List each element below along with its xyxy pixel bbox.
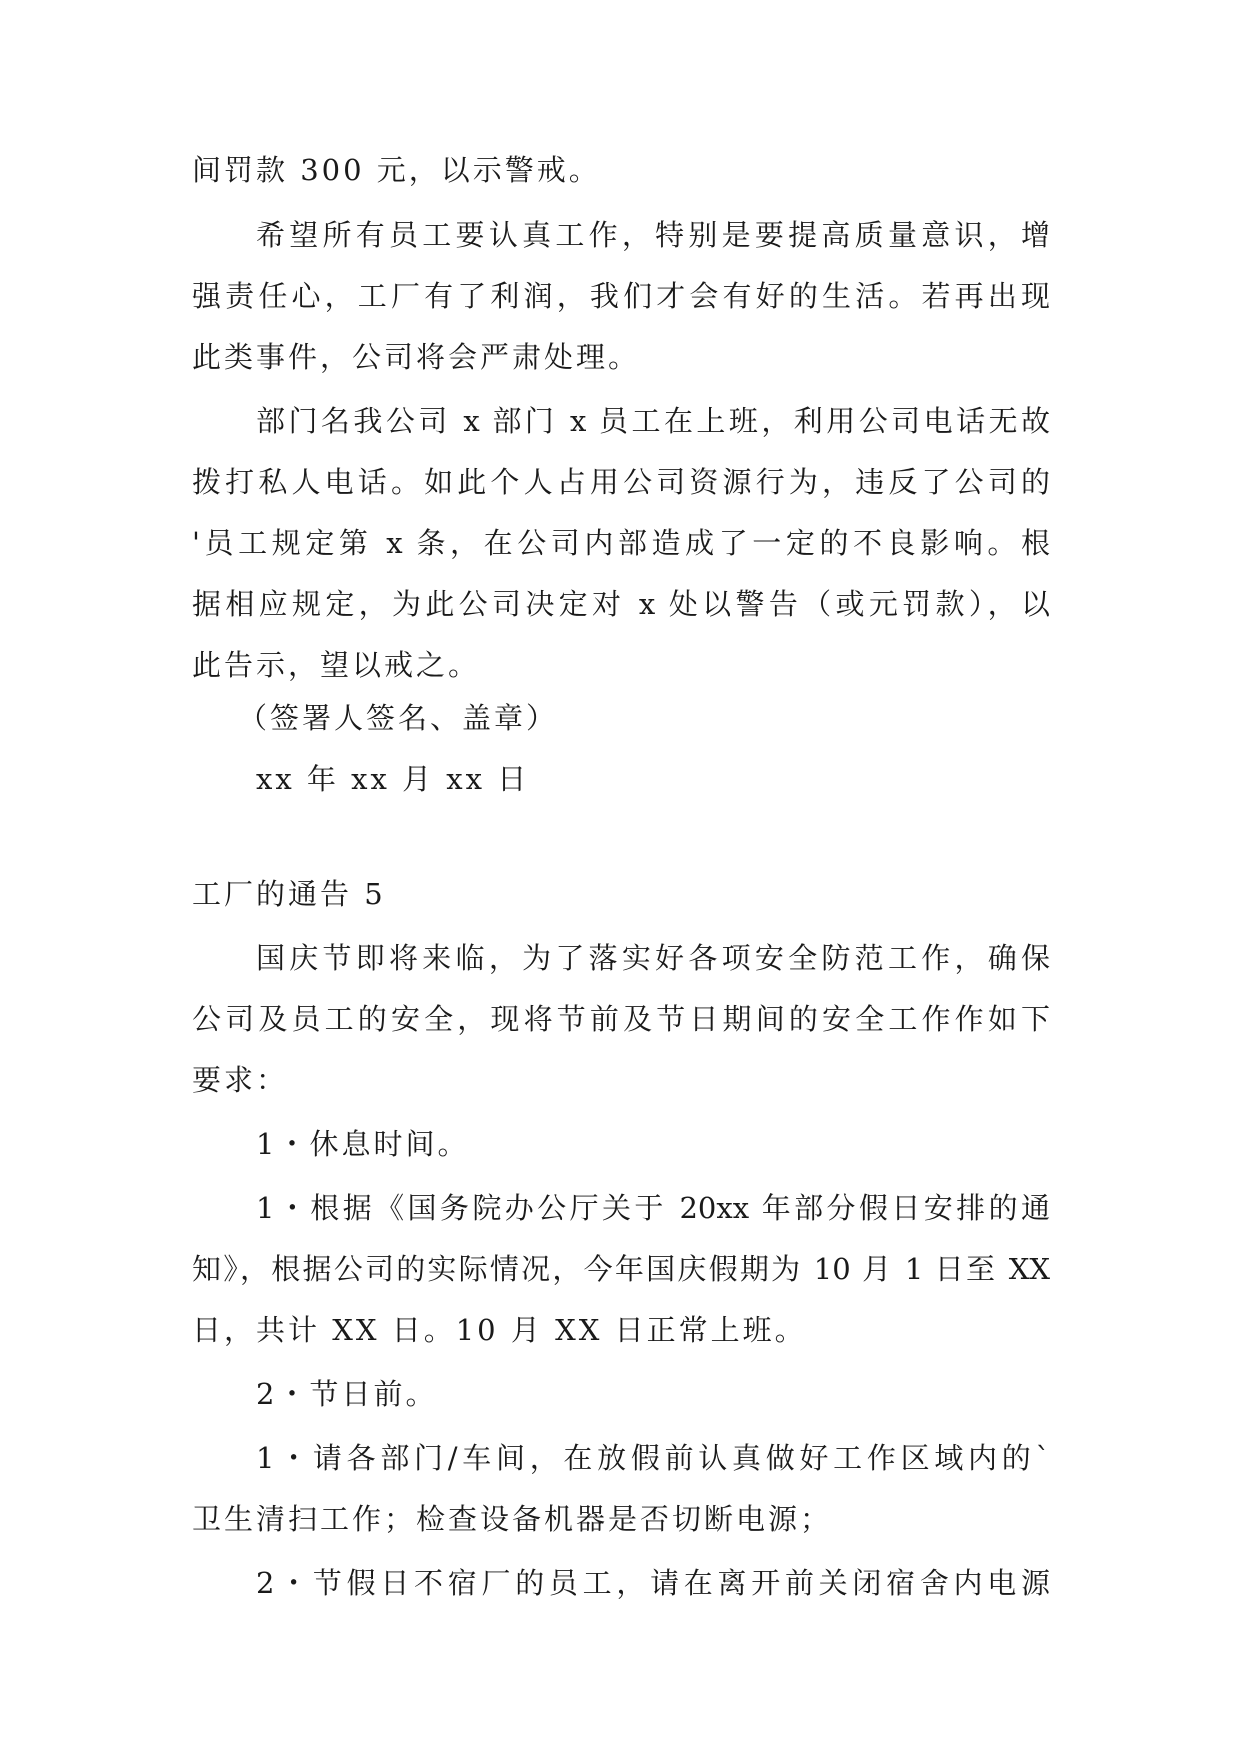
paragraph-line: 此类事件，公司将会严肃处理。: [192, 340, 641, 374]
list-item: 1・请各部门/车间，在放假前认真做好工作区域内的`: [256, 1441, 1050, 1475]
list-item: 2・节假日不宿厂的员工，请在离开前关闭宿舍内电源: [256, 1566, 1050, 1600]
paragraph-line: '员工规定第 x 条，在公司内部造成了一定的不良影响。根: [192, 526, 1050, 560]
list-item: 1・休息时间。: [256, 1127, 470, 1161]
paragraph-line: 据相应规定，为此公司决定对 x 处以警告（或元罚款），以: [192, 587, 1050, 621]
paragraph-line: 国庆节即将来临，为了落实好各项安全防范工作，确保: [256, 941, 1050, 975]
paragraph-line: 希望所有员工要认真工作，特别是要提高质量意识，增: [256, 218, 1050, 252]
paragraph-line: 卫生清扫工作；检查设备机器是否切断电源；: [192, 1502, 833, 1536]
paragraph-line: 日，共计 XX 日。10 月 XX 日正常上班。: [192, 1313, 807, 1347]
list-item: 1・根据《国务院办公厅关于 20xx 年部分假日安排的通: [256, 1191, 1050, 1225]
paragraph-line: 要求：: [192, 1063, 289, 1097]
signature-note: （签署人签名、盖章）: [238, 701, 559, 735]
date-line: xx 年 xx 月 xx 日: [256, 762, 530, 796]
paragraph-line: 强责任心，工厂有了利润，我们才会有好的生活。若再出现: [192, 279, 1050, 313]
list-item: 2・节日前。: [256, 1377, 438, 1411]
paragraph-line: 此告示，望以戒之。: [192, 648, 481, 682]
section-heading: 工厂的通告 5: [192, 877, 386, 911]
paragraph-line: 部门名我公司 x 部门 x 员工在上班，利用公司电话无故: [256, 404, 1050, 438]
paragraph-line: 公司及员工的安全，现将节前及节日期间的安全工作作如下: [192, 1002, 1050, 1036]
paragraph-line: 间罚款 300 元，以示警戒。: [192, 153, 601, 187]
paragraph-line: 知》，根据公司的实际情况，今年国庆假期为 10 月 1 日至 XX: [192, 1252, 1050, 1286]
paragraph-line: 拨打私人电话。如此个人占用公司资源行为，违反了公司的: [192, 465, 1050, 499]
